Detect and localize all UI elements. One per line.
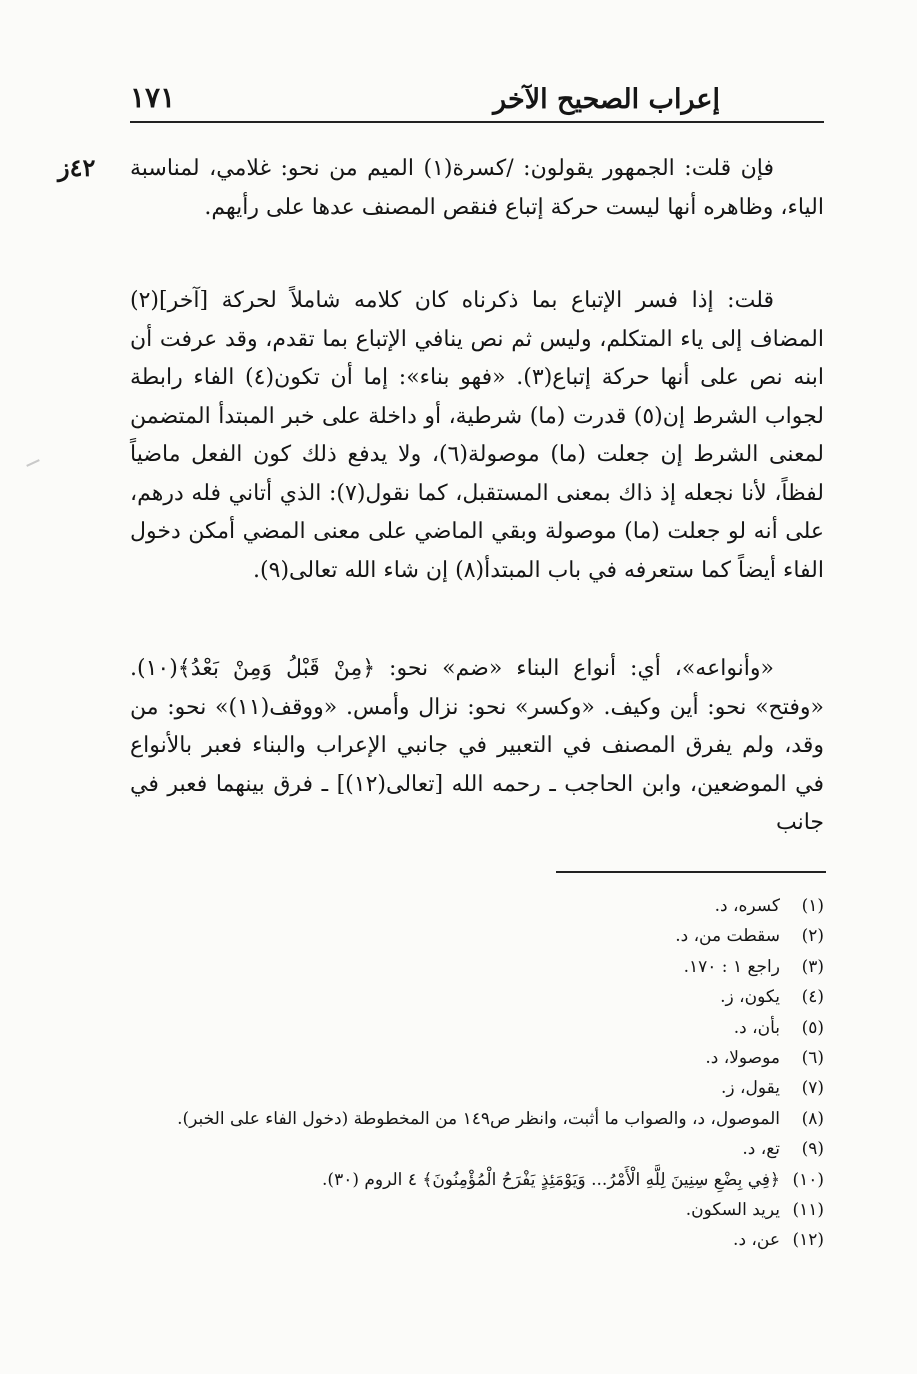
footnote-text: سقطت من، د. <box>675 926 780 947</box>
footnote-number: (١١) <box>792 1200 824 1221</box>
footnote-text: موصولا، د. <box>705 1048 780 1069</box>
page-mark <box>26 459 40 467</box>
body-paragraph-3 <box>130 650 824 843</box>
footnote-text: يقول، ز. <box>721 1078 780 1099</box>
footnote-text: عن، د. <box>733 1230 780 1251</box>
footnote-separator <box>556 871 826 873</box>
footnote-text: كسره، د. <box>714 896 780 916</box>
footnote-number: (٧) <box>801 1078 824 1099</box>
footnote-item <box>130 1195 824 1225</box>
footnote-item <box>130 1043 824 1073</box>
page-number: ١٧١ <box>130 81 176 114</box>
footnote-item <box>130 1013 824 1043</box>
running-title: إعراب الصحيح الآخر <box>493 84 720 115</box>
footnote-number: (٥) <box>801 1017 824 1038</box>
footnote-text: راجع ١ : ١٧٠. <box>683 956 780 977</box>
manuscript-folio-marker: ٤٢ز <box>58 153 96 182</box>
footnote-number: (١٢) <box>792 1230 824 1251</box>
paragraph-text: قلت: إذا فسر الإتباع بما ذكرناه كان كلامه شاملاً لحركة [آخر](٢) المضاف إلى ياء المتكلم، وليس ثم نص ينافي الإتباع بما تقدم، وقد عرفت أن ابنه نص على أنها حركة إتباع(٣). «فهو بناء»: إما أن تكون(٤) الفاء رابطة لجواب الشرط إن(٥) قدرت (ما) شرطية، أو داخلة على خبر المبتدأ المتضمن لمعنى الشرط إن جعلت (ما) موصولة(٦)، ولا يدفع ذلك كون الفعل ماضياً لفظاً، لأنا نجعله إذ ذاك بمعنى المستقبل، كما نقول(٧): الذي أتاني فله درهم، على أنه لو جعلت (ما) موصولة وبقي الماضي على معنى المضي أمكن دخول الفاء أيضاً كما ستعرفه في باب المبتدأ(٨) إن شاء الله تعالى(٩). <box>130 288 825 583</box>
footnote-text: يريد السكون. <box>685 1200 780 1221</box>
footnote-item <box>130 1225 824 1255</box>
footnote-item <box>130 1134 824 1164</box>
footnote-number: (٣) <box>801 956 824 977</box>
footnote-text: يكون، ز. <box>720 987 780 1008</box>
footnote-item <box>130 891 824 921</box>
body-paragraph-2 <box>130 282 824 590</box>
footnote-item <box>130 921 824 951</box>
header-rule <box>130 121 824 123</box>
footnote-text: ﴿فِي بِضْعِ سِنِينَ لِلَّهِ الْأَمْرُ... وَيَوْمَئِذٍ يَفْرَحُ الْمُؤْمِنُونَ﴾ ٤ الروم (٣٠). <box>322 1169 780 1190</box>
footnotes <box>130 891 824 1256</box>
footnote-item <box>130 982 824 1012</box>
footnote-item <box>130 952 824 982</box>
footnote-number: (٦) <box>801 1048 824 1069</box>
footnote-number: (٢) <box>801 926 824 947</box>
footnote-number: (٩) <box>801 1139 824 1160</box>
footnote-item <box>130 1073 824 1103</box>
footnote-text: الموصول، د، والصواب ما أثبت، وانظر ص١٤٩ من المخطوطة (دخول الفاء على الخبر). <box>177 1108 780 1129</box>
paragraph-text: «وأنواعه»، أي: أنواع البناء «ضم» نحو: ﴿مِنْ قَبْلُ وَمِنْ بَعْدُ﴾(١٠). «وفتح» نحو: أين وكيف. «وكسر» نحو: نزال وأمس. «ووقف(١١)» نحو: من وقد، ولم يفرق المصنف في التعبير في جانبي الإعراب والبناء فعبر بالأنواع في الموضعين، وابن الحاجب ـ رحمه الله [تعالى(١٢)] ـ فرق بينهما فعبر في جانب <box>130 656 824 835</box>
paragraph-text: فإن قلت: الجمهور يقولون: /كسرة(١) الميم من نحو: غلامي، لمناسبة الياء، وظاهره أنها ليست حركة إتباع فنقص المصنف عدها على رأيهم. <box>130 156 824 220</box>
footnote-number: (٨) <box>801 1108 824 1129</box>
body-paragraph-1 <box>130 150 824 227</box>
footnote-item <box>130 1165 824 1195</box>
footnote-text: تع، د. <box>742 1139 780 1160</box>
footnote-number: (١) <box>801 896 824 916</box>
footnote-number: (٤) <box>801 987 824 1008</box>
footnote-number: (١٠) <box>792 1169 824 1190</box>
footnote-text: بأن، د. <box>733 1017 780 1038</box>
footnote-item <box>130 1104 824 1134</box>
